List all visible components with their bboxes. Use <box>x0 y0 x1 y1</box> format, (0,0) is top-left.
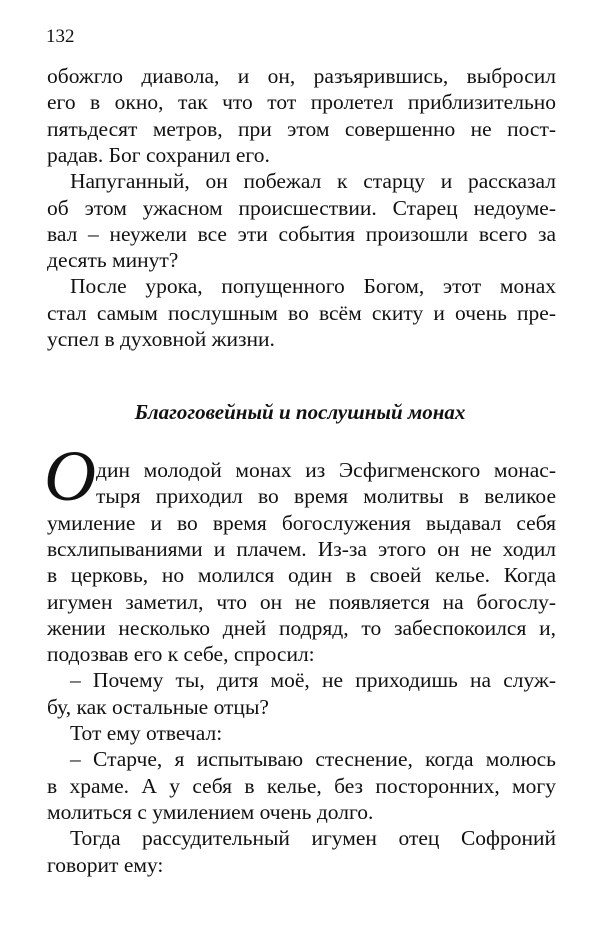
text-line: – Старче, я испытываю стеснение, когда молюсь <box>70 747 556 772</box>
text-line: в церковь, но молился один в своей келье. Когда <box>47 563 556 588</box>
text-line: умиление и во время богослужения выдавал себя <box>47 510 556 535</box>
text-line: успел в духовной жизни. <box>47 327 275 351</box>
text-line: Напуганный, он побежал к старцу и рассказал <box>70 169 556 194</box>
text-line: всхлипываниями и плачем. Из-за этого он не ходил <box>47 536 556 561</box>
drop-cap: О <box>44 436 96 516</box>
text-line: говорит ему: <box>47 852 164 877</box>
text-line: в храме. А у себя в келье, без посторонних, могу <box>47 773 556 798</box>
section-heading: Благоговейный и послушный монах <box>134 400 466 424</box>
text-line: подозвав его к себе, спросил: <box>47 642 315 667</box>
text-line: пятьдесят метров, при этом совершенно не пост- <box>47 116 556 141</box>
text-line: Тогда рассудительный игумен отец Софроний <box>70 826 556 851</box>
text-line: Тот ему отвечал: <box>70 721 223 745</box>
text-line: – Почему ты, дитя моё, не приходишь на служ- <box>70 668 556 693</box>
text-line: вал – неужели все эти события произошли всего за <box>47 221 556 246</box>
text-line: молиться с умилением очень долго. <box>47 799 374 824</box>
text-line: десять минут? <box>47 248 179 273</box>
text-line: игумен заметил, что он не появляется на богослу- <box>47 589 556 614</box>
text-line: радав. Бог сохранил его. <box>47 142 270 167</box>
text-line: тыря приходил во время молитвы в великое <box>96 484 556 509</box>
text-line: дин молодой монах из Эсфигменского монас- <box>96 458 556 482</box>
text-line: обожгло диавола, и он, разъярившись, выбросил <box>47 64 556 88</box>
text-line: бу, как остальные отцы? <box>47 694 269 719</box>
text-line: его в окно, так что тот пролетел приблизительно <box>47 90 556 115</box>
text-line: жении несколько дней подряд, то забеспокоился и, <box>47 615 556 640</box>
text-line: стал самым послушным во всём скиту и очень пре- <box>47 300 556 325</box>
page-number: 132 <box>46 26 75 47</box>
text-line: После урока, попущенного Богом, этот монах <box>70 274 556 299</box>
text-line: об этом ужасном происшествии. Старец недоуме- <box>47 195 556 220</box>
